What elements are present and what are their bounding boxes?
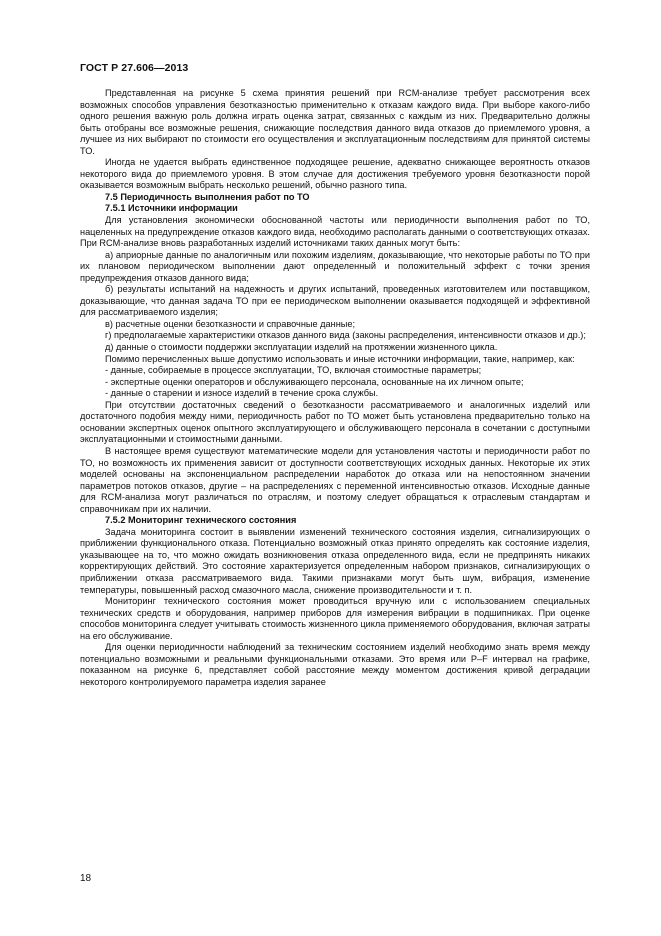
- document-body: [80, 88, 590, 688]
- page-number: 18: [80, 873, 92, 884]
- paragraph: б) результаты испытаний на надежность и других испытаний, проведенных изготовителем или поставщиком, доказывающие, что данная задача ТО при ее периодическом выполнении оказывается подходящей и эффективной для рассматриваемого изделия;: [80, 284, 590, 318]
- paragraph: в) расчетные оценки безотказности и справочные данные;: [105, 318, 356, 329]
- section-heading: 7.5.1 Источники информации: [105, 203, 238, 214]
- paragraph: Помимо перечисленных выше допустимо использовать и иные источники информации, такие, например, как:: [105, 353, 575, 364]
- paragraph: Задача мониторинга состоит в выявлении изменений технического состояния изделия, сигнализирующих о приближении функционального отказа. Потенциально возможный отказ принято определять как состояние изделия, указывающее на то, что можно ожидать возникновения отказа определенного вида, если не предпринять никаких корректирующих действий. Это состояние характеризуется определенным набором признаков, сигнализирующих о приближении отказа рассматриваемого вида. Такими признаками могут быть шум, вибрация, изменение температуры, повышенный расход смазочного масла, снижение производительности и т. п.: [80, 526, 590, 595]
- paragraph: Мониторинг технического состояния может проводиться вручную или с использованием специальных технических средств и оборудования, например приборов для измерения вибрации в подшипниках. При оценке способов мониторинга следует учитывать стоимость жизненного цикла применяемого оборудования, включая затраты на его обслуживание.: [80, 596, 590, 641]
- paragraph: Представленная на рисунке 5 схема принятия решений при RCM-анализе требует рассмотрения всех возможных способов управления безотказностью применительно к отказам каждого вида. При выборе какого-либо одного решения важную роль должна играть оценка затрат, связанных с каждым из них. Предварительно должны быть отобраны все возможные решения, снижающие последствия данного вида отказов до приемлемого уровня, а лучшее из них выбирают по стоимости его осуществления и эксплуатационным последствиям для принятой системы ТО.: [80, 88, 590, 156]
- paragraph: д) данные о стоимости поддержки эксплуатации изделий на протяжении жизненного цикла.: [105, 342, 498, 353]
- paragraph: Иногда не удается выбрать единственное подходящее решение, адекватно снижающее вероятность отказов некоторого вида до приемлемого уровня. В этом случае для достижения требуемого уровня безотказности порой оказывается возможным выбрать несколько решений, обычно разного типа.: [80, 157, 590, 191]
- paragraph: При отсутствии достаточных сведений о безотказности рассматриваемого и аналогичных изделий или достаточного подобия между ними, периодичность работ по ТО может быть установлена предварительно только на основании экспертных оценок опытного эксплуатирующего и обслуживающего персонала в сочетании с доступными эксплуатационными и стоимостными данными.: [80, 399, 590, 445]
- document-header: ГОСТ Р 27.606—2013: [80, 62, 189, 74]
- paragraph: - экспертные оценки операторов и обслуживающего персонала, основанные на их личном опыте;: [105, 376, 524, 387]
- paragraph: - данные, собираемые в процессе эксплуатации, ТО, включая стоимостные параметры;: [105, 365, 482, 376]
- paragraph: г) предполагаемые характеристики отказов данного вида (законы распределения, интенсивности отказов и др.);: [105, 330, 586, 341]
- paragraph: а) априорные данные по аналогичным или похожим изделиям, доказывающие, что некоторые работы по ТО при их плановом периодическом выполнении дают определенный и положительный эффект с точки зрения предупреждения отказов данного вида;: [80, 249, 590, 283]
- paragraph: Для оценки периодичности наблюдений за техническим состоянием изделий необходимо знать время между потенциально возможными и реальными функциональными отказами. Это время или P–F интервал на графике, показанном на рисунке 6, представляет собой расстояние между моментом достижения кривой деградации некоторого контролируемого параметра изделия заранее: [80, 642, 590, 687]
- paragraph: - данные о старении и износе изделий в течение срока службы.: [105, 388, 379, 399]
- paragraph: В настоящее время существуют математические модели для установления частоты и периодичности работ по ТО, но возможность их применения зависит от доступности соответствующих исходных данных. Некоторые их этих моделей основаны на экспоненциальном распределении наработок до отказа или на непостоянном значении параметров потоков отказов, другие – на распределениях с переменной интенсивностью отказов. Исходные данные для RCM-анализа могут различаться по отраслям, и поэтому следует обращаться к отраслевым стандартам и справочникам при их наличии.: [80, 445, 590, 514]
- paragraph: Для установления экономически обоснованной частоты или периодичности выполнения работ по ТО, нацеленных на предупреждение отказов каждого вида, необходимо располагать данными о соответствующих отказах. При RCM-анализе вновь разработанных изделий источниками таких данных могут быть:: [80, 215, 590, 249]
- section-heading: 7.5 Периодичность выполнения работ по ТО: [105, 191, 310, 202]
- section-heading: 7.5.2 Мониторинг технического состояния: [105, 515, 297, 526]
